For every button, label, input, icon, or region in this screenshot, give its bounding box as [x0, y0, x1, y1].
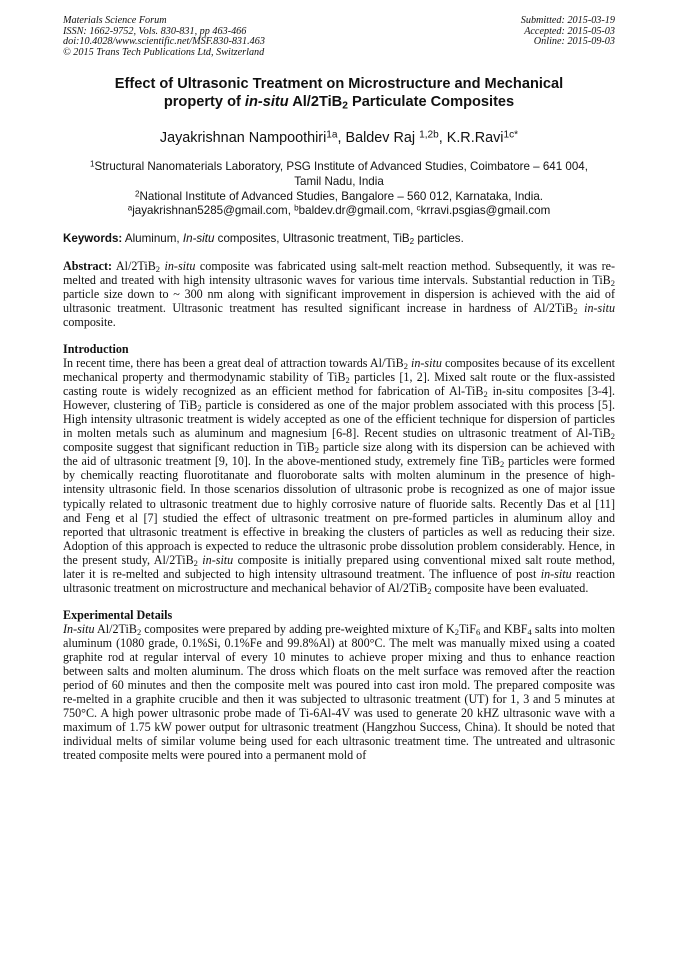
affiliation-mark: 1	[90, 159, 95, 169]
body-subscript: 2	[454, 626, 459, 637]
keywords-italic: In-situ	[182, 231, 215, 245]
body-subscript: 2	[500, 459, 505, 470]
abstract-text: composite.	[63, 314, 116, 329]
title-line-1: Effect of Ultrasonic Treatment on Microstructure and Mechanical	[114, 76, 564, 93]
introduction-heading: Introduction	[63, 341, 129, 356]
experimental-paragraph	[63, 622, 615, 762]
title-text: Al/2TiB	[288, 94, 343, 111]
body-italic: in-situ	[407, 356, 442, 371]
body-text: in-situ composites [3-4]. However, clustering of TiB	[63, 384, 616, 413]
body-italic: In-situ	[63, 621, 95, 636]
introduction-paragraph	[63, 356, 615, 595]
body-italic: in-situ	[197, 552, 234, 567]
affiliation-text: National Institute of Advanced Studies, Bangalore – 560 012, Karnataka, India.	[139, 189, 543, 203]
keywords-label: Keywords:	[63, 231, 123, 245]
title-subscript: 2	[342, 100, 348, 112]
body-subscript: 2	[136, 626, 142, 637]
body-text: reaction ultrasonic treatment on microstructure and mechanical behavior of Al/2TiB	[63, 566, 616, 595]
abstract-text: particle size down to ~ 300 nm along with significant improvement in dispersion is achieved with the aid of ultrasonic treatment. Ultrasonic treatment has resulted significant increase in hardness of Al/2TiB	[63, 286, 615, 315]
keywords-text: Aluminum,	[122, 231, 183, 245]
keywords-text: composites, Ultrasonic treatment, TiB	[214, 231, 410, 245]
title-text: Particulate Composites	[347, 94, 515, 111]
abstract-italic: in-situ	[577, 300, 615, 315]
title-italic: in-situ	[244, 94, 289, 111]
issn-line: ISSN: 1662-9752, Vols. 830-831, pp 463-466	[63, 25, 247, 37]
body-text: composite is initially prepared using conventional mixed salt route method, later it is re-melted and subjected to high intensity ultrasound treatment. The influence of post	[63, 552, 615, 581]
body-subscript: 2	[483, 389, 488, 400]
keywords	[63, 232, 615, 246]
submitted-date: Submitted: 2015-03-19	[520, 15, 615, 26]
author-affiliation-mark: 1,2b	[419, 129, 439, 141]
body-italic: in-situ	[540, 566, 572, 581]
email-address: jayakrishnan5285@gmail.com,	[132, 204, 295, 218]
abstract-subscript: 2	[610, 277, 615, 288]
body-text: In recent time, there has been a great deal of attraction towards Al/TiB	[63, 356, 404, 371]
online-date: Online: 2015-09-03	[533, 36, 615, 48]
paper-title	[63, 75, 615, 111]
doi-line: doi:10.4028/www.scientific.net/MSF.830-831.463	[63, 36, 265, 48]
body-text: particle is considered as one of the major problem associated with this process [5]. High intensity ultrasonic treatment is widely accepted as one of the efficient technique for dispersion of particles in molten metals such as aluminum and magnesium [6-8]. Recent studies on ultrasonic treatment of Al-TiB	[63, 398, 616, 441]
body-subscript: 2	[610, 431, 615, 442]
body-text: composite have been evaluated.	[431, 580, 589, 595]
abstract-subscript: 2	[155, 263, 160, 274]
abstract-text: composite was fabricated using salt-melt reaction method. Subsequently, it was re-melted and treated with high intensity ultrasonic waves for various time intervals. Substantial reduction in TiB	[63, 258, 615, 287]
author-name: Jayakrishnan Nampoothiri	[159, 130, 327, 147]
journal-name: Materials Science Forum	[63, 15, 167, 26]
affiliation-2	[63, 190, 615, 205]
author-list	[63, 129, 615, 147]
copyright-line: © 2015 Trans Tech Publications Ltd, Switzerland	[63, 46, 265, 58]
experimental-heading: Experimental Details	[63, 607, 173, 622]
body-text: particles were formed by chemically reacting fluorotitanate and fluoroborate salts with molten aluminum in the presence of high-intensity ultrasonic field. In those scenarios dissolution of ultrasonic probe is recognized as one of major issue typically related to ultrasonic treatment due to highly corrosive nature of fluoride salts. Recently Das et al [11] and Feng et al [7] studied the effect of ultrasonic treatment on pre-formed particles in aluminum alloy and reported that ultrasonic treatment is effective in breaking the clusters of particles as well as reducing their size. Adoption of this approach is expected to reduce the ultrasonic probe dissolution problem considerably. Hence, in the present study, Al/2TiB	[63, 454, 615, 567]
body-subscript: 2	[314, 445, 319, 456]
body-subscript: 2	[403, 361, 408, 372]
body-text: Al/2TiB	[94, 621, 137, 636]
affiliation-1-cont: Tamil Nadu, India	[294, 174, 384, 188]
body-subscript: 2	[345, 375, 350, 386]
abstract-label: Abstract:	[63, 258, 113, 273]
abstract-subscript: 2	[573, 306, 578, 316]
keywords-text: particles.	[414, 231, 464, 245]
body-subscript: 2	[197, 403, 202, 414]
dates-info	[521, 16, 615, 58]
journal-info	[63, 16, 265, 58]
journal-header	[63, 16, 615, 58]
body-text: composites because of its excellent mechanical property and thermodynamic stability of TiB	[63, 356, 615, 385]
affiliation-text: Structural Nanomaterials Laboratory, PSG Institute of Advanced Studies, Coimbatore – 641 004,	[94, 160, 588, 174]
email-mark: b	[294, 203, 299, 213]
accepted-date: Accepted: 2015-05-03	[524, 25, 615, 37]
body-text: particles [1, 2]. Mixed salt route or the flux-assisted casting route is widely recognized as an efficient method for fabrication of Al-TiB	[63, 370, 615, 399]
author-affiliation-mark: 1c*	[503, 129, 519, 141]
affiliation-1	[63, 160, 615, 175]
email-address: krravi.psgias@gmail.com	[420, 204, 551, 218]
body-text: TiF	[458, 621, 477, 636]
body-subscript: 6	[476, 626, 481, 637]
abstract	[63, 259, 615, 329]
email-mark: c	[416, 203, 421, 213]
affiliation-mark: 2	[135, 188, 140, 198]
body-subscript: 2	[427, 585, 432, 596]
email-address: baldev.dr@gmail.com,	[298, 204, 417, 218]
author-name: , Baldev Raj	[337, 130, 420, 147]
body-subscript: 4	[527, 626, 532, 637]
author-name: , K.R.Ravi	[438, 130, 504, 147]
keywords-subscript: 2	[409, 236, 415, 246]
affiliations	[63, 160, 615, 218]
email-mark: a	[127, 203, 133, 213]
body-text: composite suggest that significant reduction in TiB	[63, 440, 315, 455]
body-text: salts into molten aluminum (1080 grade, 0.1%Si, 0.1%Fe and 99.8%Al) at 800°C. The melt was manually mixed using a coated graphite rod at regular interval of every 10 minutes to achieve proper mixing and thus to enhance reaction between salts and molten aluminum. The dross which floats on the melt surface was removed after the reaction period of 60 minutes and then the composite melt was poured into cast iron mold. The prepared composite was re-melted in a graphite crucible and then it was subjected to ultrasonic treatment (UT) for 1, 3 and 5 minutes at 750°C. A high power ultrasonic probe made of Ti-6Al-4V was used to generate 20 kHZ ultrasonic wave with a maximum of 1.75 kW power output for ultrasonic treatment (Hangzhou Success, China). It should be noted that individual melts of similar volume being used for each ultrasonic treatment time. The untreated and ultrasonic treated composite melts were poured into a permanent mold of	[63, 621, 615, 763]
abstract-text: Al/2TiB	[112, 258, 156, 273]
body-text: and KBF	[480, 621, 528, 636]
email-list	[63, 204, 615, 219]
author-affiliation-mark: 1a	[326, 129, 338, 141]
abstract-italic: in-situ	[160, 258, 196, 273]
body-text: composites were prepared by adding pre-weighted mixture of K	[141, 621, 455, 636]
body-text: particle size along with its dispersion can be achieved with the aid of ultrasonic treatment [9, 10]. In the above-mentioned study, extremely fine TiB	[63, 440, 615, 469]
body-subscript: 2	[193, 557, 198, 568]
title-line-2	[63, 93, 615, 111]
title-text: property of	[163, 94, 245, 111]
